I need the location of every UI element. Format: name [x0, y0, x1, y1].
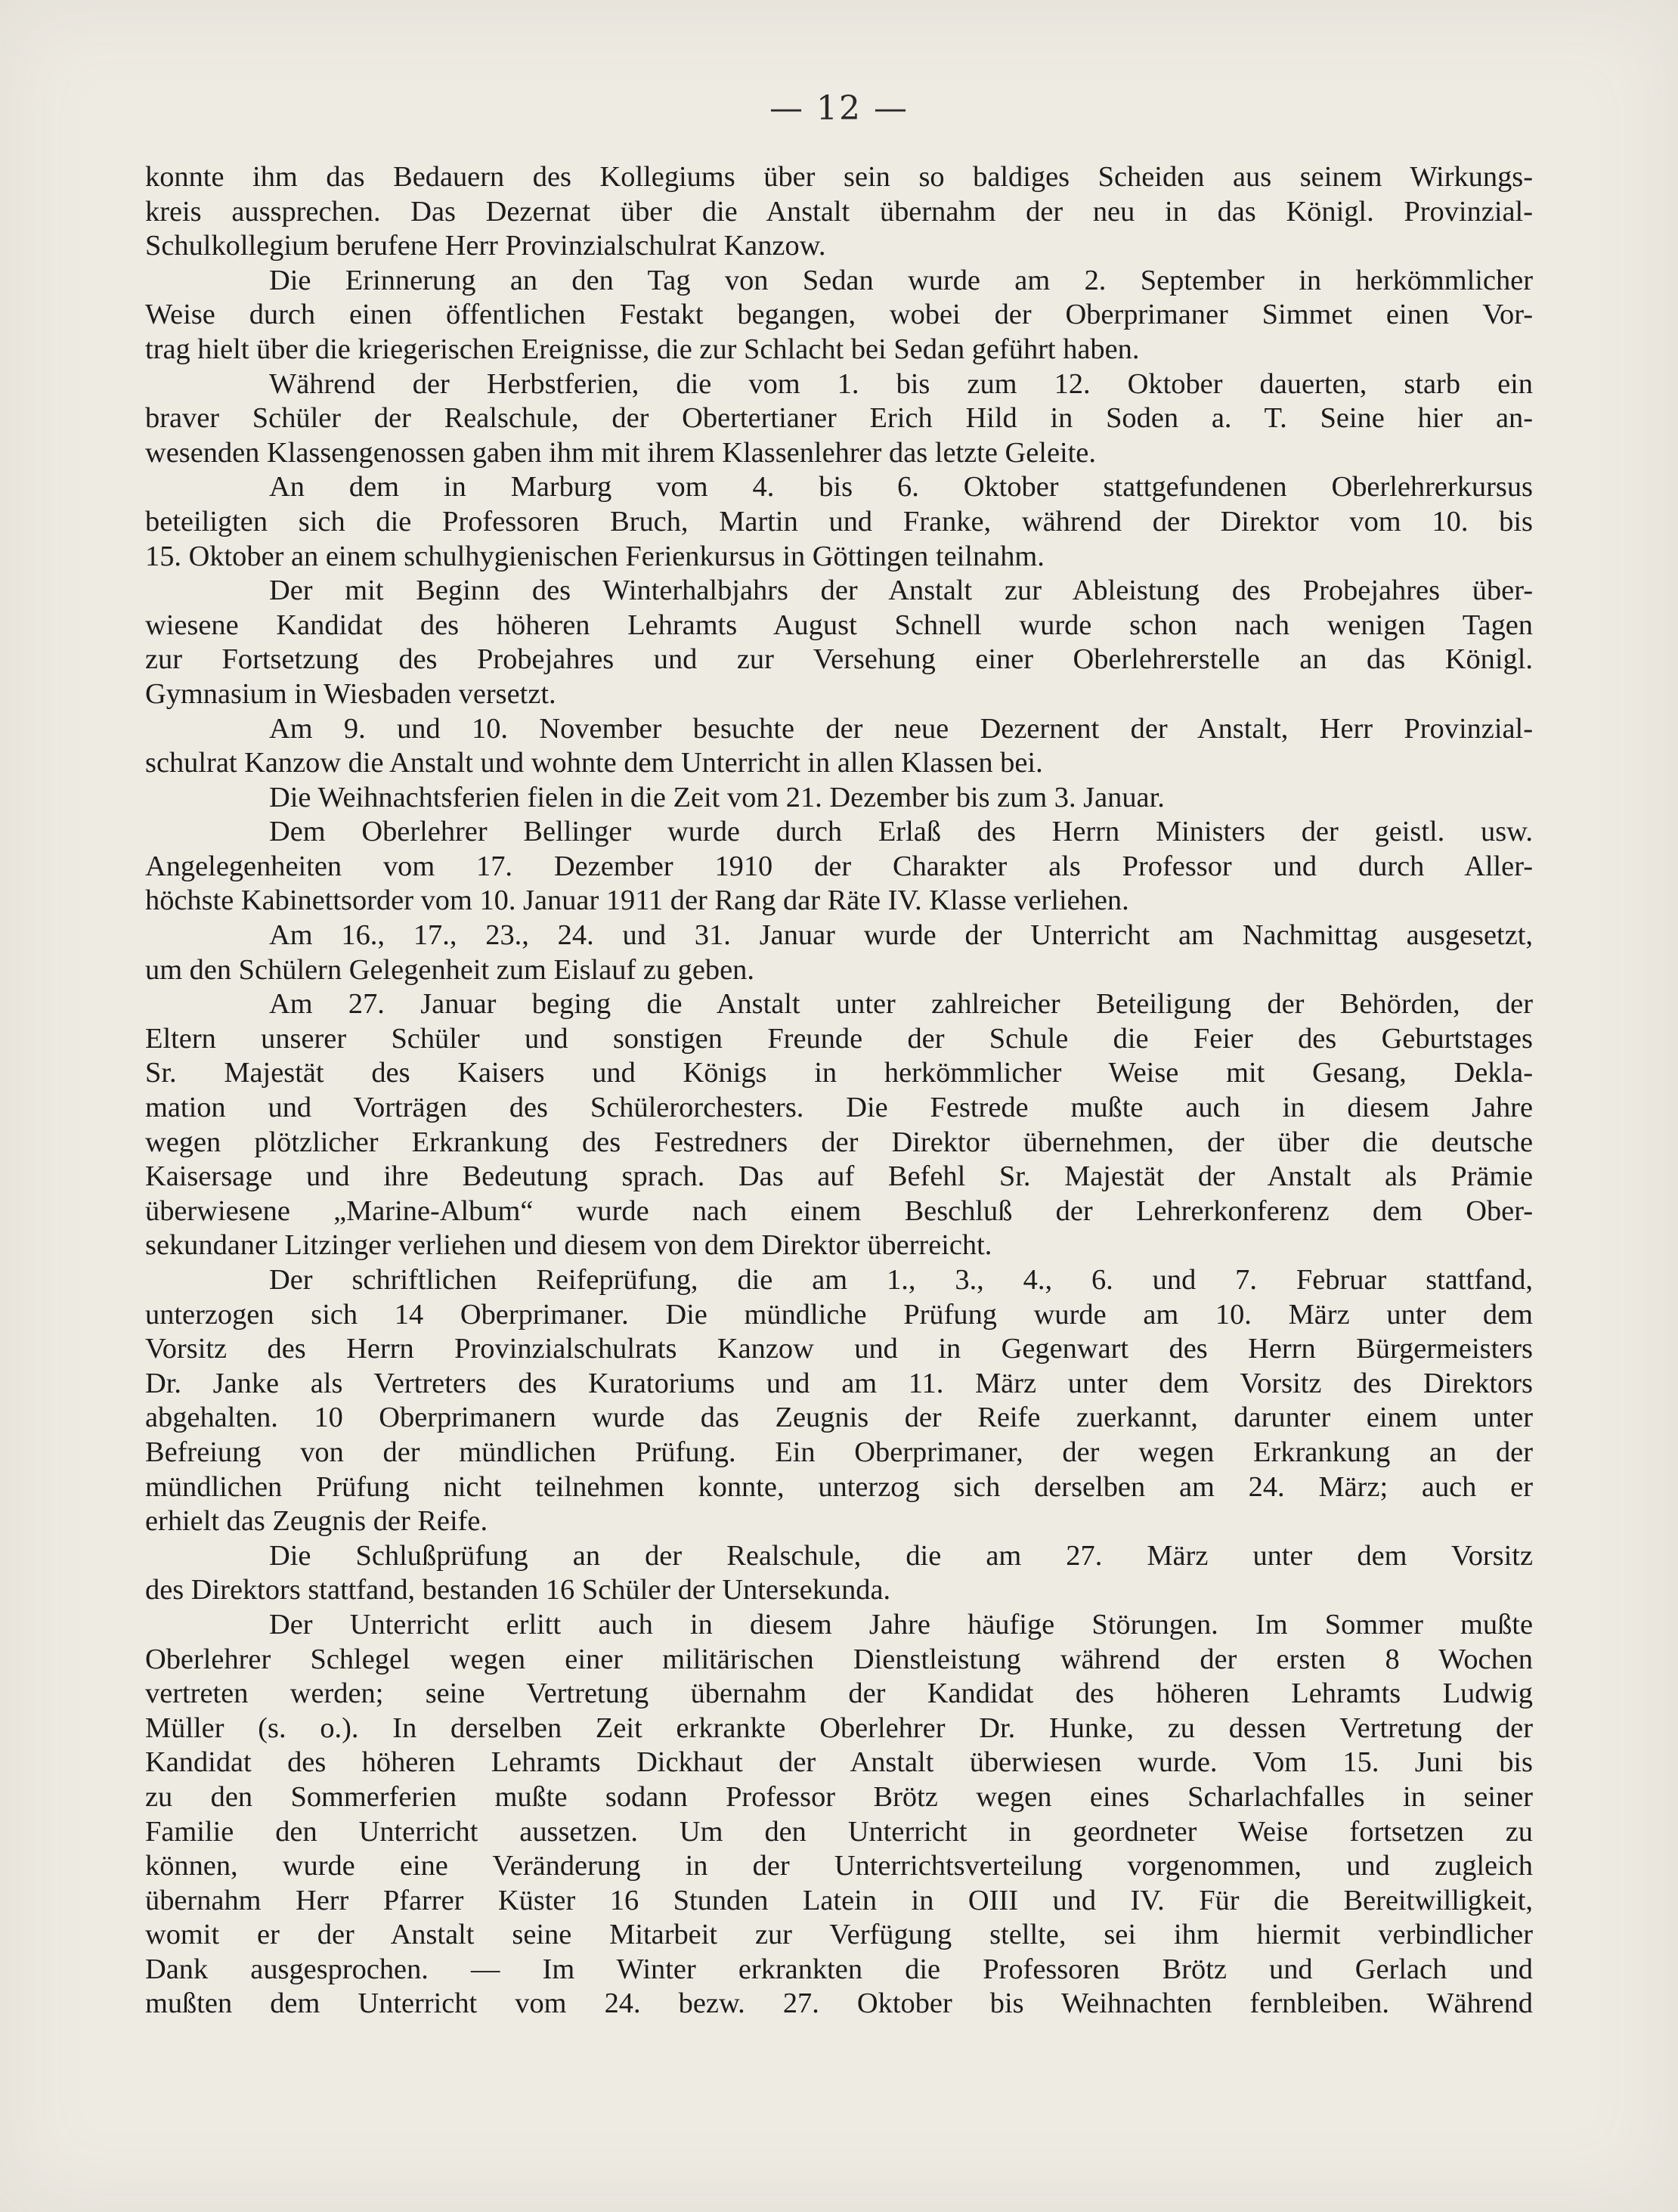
text-line: Dr. Janke als Vertreters des Kuratoriums und am 11. März unter dem Vorsitz des Direktors — [145, 1367, 1533, 1399]
text-line: Kaisersage und ihre Bedeutung sprach. Das auf Befehl Sr. Majestät der Anstalt als Prämie — [145, 1160, 1533, 1193]
text-line: wiesene Kandidat des höheren Lehramts August Schnell wurde schon nach wenigen Tagen — [145, 609, 1533, 641]
text-line: Eltern unserer Schüler und sonstigen Freunde der Schule die Feier des Geburtstages — [145, 1022, 1533, 1055]
text-line: Gymnasium in Wiesbaden versetzt. — [145, 677, 556, 710]
text-line: An dem in Marburg vom 4. bis 6. Oktober stattgefundenen Oberlehrerkursus — [269, 471, 1533, 503]
paragraph — [145, 1539, 1533, 1608]
text-line: des Direktors stattfand, bestanden 16 Schüler der Untersekunda. — [145, 1574, 891, 1606]
text-line: Schulkollegium berufene Herr Provinzialschulrat Kanzow. — [145, 230, 826, 262]
text-line: überwiesene „Marine-Album“ wurde nach einem Beschluß der Lehrerkonferenz dem Ober- — [145, 1194, 1533, 1227]
document-body — [145, 160, 1533, 2021]
paragraph — [145, 815, 1533, 919]
text-line: Der mit Beginn des Winterhalbjahrs der Anstalt zur Ableistung des Probejahres über- — [269, 575, 1533, 607]
paragraph — [145, 470, 1533, 574]
paragraph — [145, 574, 1533, 711]
text-line: Vorsitz des Herrn Provinzialschulrats Kanzow und in Gegenwart des Herrn Bürgermeisters — [145, 1333, 1533, 1365]
text-line: unterzogen sich 14 Oberprimaner. Die mündliche Prüfung wurde am 10. März unter dem — [145, 1298, 1533, 1331]
text-line: Der schriftlichen Reifeprüfung, die am 1., 3., 4., 6. und 7. Februar stattfand, — [269, 1264, 1533, 1296]
text-line: womit er der Anstalt seine Mitarbeit zur Verfügung stellte, sei ihm hiermit verbindlicher — [145, 1919, 1533, 1951]
paragraph — [145, 712, 1533, 781]
text-line: Kandidat des höheren Lehramts Dickhaut der Anstalt überwiesen wurde. Vom 15. Juni bis — [145, 1746, 1533, 1779]
paragraph — [145, 1263, 1533, 1539]
text-line: vertreten werden; seine Vertretung übernahm der Kandidat des höheren Lehramts Ludwig — [145, 1678, 1533, 1710]
text-line: Dank ausgesprochen. — Im Winter erkrankten die Professoren Brötz und Gerlach und — [145, 1953, 1533, 1985]
text-line: 15. Oktober an einem schulhygienischen Ferienkursus in Göttingen teilnahm. — [145, 540, 1045, 572]
text-line: zu den Sommerferien mußte sodann Professor Brötz wegen eines Scharlachfalles in seiner — [145, 1780, 1533, 1813]
text-line: können, wurde eine Veränderung in der Unterrichtsverteilung vorgenommen, und zugleich — [145, 1850, 1533, 1882]
text-line: um den Schülern Gelegenheit zum Eislauf zu geben. — [145, 953, 754, 986]
text-line: Angelegenheiten vom 17. Dezember 1910 der Charakter als Professor und durch Aller- — [145, 850, 1533, 882]
paragraph — [145, 987, 1533, 1263]
text-line: mußten dem Unterricht vom 24. bezw. 27. Oktober bis Weihnachten fernbleiben. Während — [145, 1987, 1533, 2020]
text-line: Befreiung von der mündlichen Prüfung. Ein Oberprimaner, der wegen Erkrankung an der — [145, 1436, 1533, 1468]
text-line: wegen plötzlicher Erkrankung des Festredners der Direktor übernehmen, der über die deutsche — [145, 1126, 1533, 1158]
paragraph — [145, 919, 1533, 987]
text-line: Während der Herbstferien, die vom 1. bis zum 12. Oktober dauerten, starb ein — [269, 367, 1533, 400]
text-line: Müller (s. o.). In derselben Zeit erkrankte Oberlehrer Dr. Hunke, zu dessen Vertretung der — [145, 1712, 1533, 1744]
paragraph — [145, 264, 1533, 367]
paragraph — [145, 1608, 1533, 2021]
text-line: Am 9. und 10. November besuchte der neue Dezernent der Anstalt, Herr Provinzial- — [269, 712, 1533, 745]
text-line: zur Fortsetzung des Probejahres und zur Versehung einer Oberlehrerstelle an das Königl. — [145, 643, 1533, 676]
text-line: sekundaner Litzinger verliehen und diesem von dem Direktor überreicht. — [145, 1229, 992, 1262]
text-line: braver Schüler der Realschule, der Obertertianer Erich Hild in Soden a. T. Seine hier an- — [145, 402, 1533, 435]
text-line: beteiligten sich die Professoren Bruch, Martin und Franke, während der Direktor vom 10. bis — [145, 505, 1533, 538]
text-line: Oberlehrer Schlegel wegen einer militärischen Dienstleistung während der ersten 8 Wochen — [145, 1643, 1533, 1675]
text-line: Die Schlußprüfung an der Realschule, die am 27. März unter dem Vorsitz — [269, 1539, 1533, 1572]
paragraph — [145, 781, 1533, 816]
text-line: Am 27. Januar beging die Anstalt unter zahlreicher Beteiligung der Behörden, der — [269, 988, 1533, 1021]
text-line: erhielt das Zeugnis der Reife. — [145, 1505, 488, 1538]
text-line: Dem Oberlehrer Bellinger wurde durch Erlaß des Herrn Ministers der geistl. usw. — [269, 816, 1533, 848]
paragraph — [145, 160, 1533, 264]
text-line: trag hielt über die kriegerischen Ereignisse, die zur Schlacht bei Sedan geführt haben. — [145, 333, 1140, 365]
text-line: höchste Kabinettsorder vom 10. Januar 1911 der Rang dar Räte IV. Klasse verliehen. — [145, 884, 1129, 917]
text-line: kreis aussprechen. Das Dezernat über die Anstalt übernahm der neu in das Königl. Provinzial- — [145, 195, 1533, 228]
text-line: Am 16., 17., 23., 24. und 31. Januar wurde der Unterricht am Nachmittag ausgesetzt, — [269, 919, 1533, 952]
text-line: Die Erinnerung an den Tag von Sedan wurde am 2. September in herkömmlicher — [269, 264, 1533, 296]
text-line: übernahm Herr Pfarrer Küster 16 Stunden Latein in OIII und IV. Für die Bereitwilligkeit, — [145, 1884, 1533, 1916]
text-line: mation und Vorträgen des Schülerorchesters. Die Festrede mußte auch in diesem Jahre — [145, 1092, 1533, 1124]
text-line: Familie den Unterricht aussetzen. Um den Unterricht in geordneter Weise fortsetzen zu — [145, 1815, 1533, 1848]
text-line: mündlichen Prüfung nicht teilnehmen konnte, unterzog sich derselben am 24. März; auch er — [145, 1470, 1533, 1503]
text-line: schulrat Kanzow die Anstalt und wohnte dem Unterricht in allen Klassen bei. — [145, 747, 1043, 779]
text-line: Die Weihnachtsferien fielen in die Zeit vom 21. Dezember bis zum 3. Januar. — [269, 781, 1165, 813]
text-line: konnte ihm das Bedauern des Kollegiums über sein so baldiges Scheiden aus seinem Wirkungs- — [145, 161, 1533, 193]
text-line: Der Unterricht erlitt auch in diesem Jahre häufige Störungen. Im Sommer mußte — [269, 1608, 1533, 1640]
text-line: abgehalten. 10 Oberprimanern wurde das Zeugnis der Reife zuerkannt, darunter einem unter — [145, 1402, 1533, 1434]
paragraph — [145, 367, 1533, 471]
page-number: — 12 — — [769, 89, 909, 128]
text-line: Sr. Majestät des Kaisers und Königs in herkömmlicher Weise mit Gesang, Dekla- — [145, 1057, 1533, 1089]
text-line: Weise durch einen öffentlichen Festakt begangen, wobei der Oberprimaner Simmet einen Vor- — [145, 299, 1533, 331]
text-line: wesenden Klassengenossen gaben ihm mit ihrem Klassenlehrer das letzte Geleite. — [145, 436, 1096, 469]
